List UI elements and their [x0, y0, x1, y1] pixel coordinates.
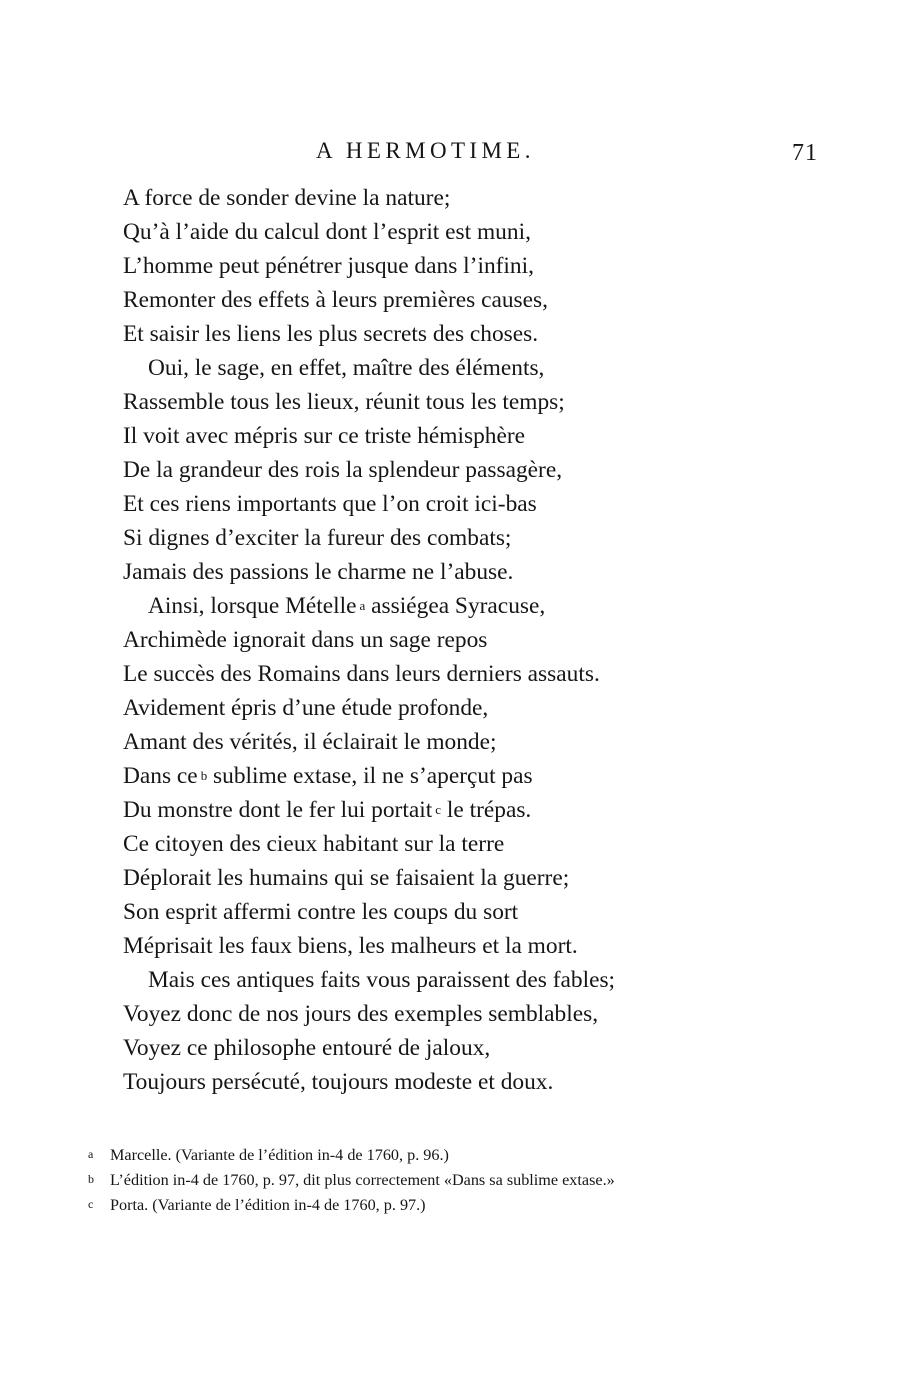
footnote-reference[interactable]: a	[359, 598, 366, 613]
footnote-reference[interactable]: b	[200, 768, 208, 783]
verse-line	[123, 317, 783, 351]
verse-line	[123, 1031, 783, 1065]
verse-line	[123, 793, 783, 827]
verse-text: Et saisir les liens les plus secrets des choses.	[123, 321, 539, 347]
verse-text: Voyez donc de nos jours des exemples semblables,	[123, 1001, 599, 1027]
verse-line	[123, 385, 783, 419]
verse-text: Amant des vérités, il éclairait le monde;	[123, 729, 497, 755]
verse-text: De la grandeur des rois la splendeur passagère,	[123, 457, 563, 483]
verse-text: Toujours persécuté, toujours modeste et doux.	[123, 1069, 554, 1095]
verse-text: Oui, le sage, en effet, maître des éléments,	[148, 355, 545, 381]
footnote-text: L’édition in-4 de 1760, p. 97, dit plus correctement «Dans sa sublime extase.»	[110, 1171, 615, 1189]
verse-line	[123, 827, 783, 861]
verse-text: Méprisait les faux biens, les malheurs et la mort.	[123, 933, 578, 959]
footnote-reference[interactable]: c	[435, 802, 441, 817]
verse-line	[123, 487, 783, 521]
footnote-text: Marcelle. (Variante de l’édition in-4 de 1760, p. 96.)	[110, 1146, 449, 1164]
verse-text: Dans ce	[123, 763, 198, 789]
verse-line	[123, 283, 783, 317]
verse-line	[123, 521, 783, 555]
verse-line	[123, 861, 783, 895]
verse-line	[123, 555, 783, 589]
running-title: A HERMOTIME.	[316, 138, 535, 163]
verse-text: A force de sonder devine la nature;	[123, 185, 451, 211]
verse-line	[123, 657, 783, 691]
verse-line	[123, 623, 783, 657]
verse-line	[123, 725, 783, 759]
verse-text: Du monstre dont le fer lui portait	[123, 797, 433, 823]
footnotes	[88, 1143, 788, 1218]
verse-line	[123, 1065, 783, 1099]
page-number: 71	[792, 140, 818, 166]
verse-text: Le succès des Romains dans leurs derniers assauts.	[123, 661, 600, 687]
verse-text: Avidement épris d’une étude profonde,	[123, 695, 489, 721]
footnote-mark: b	[88, 1172, 94, 1186]
verse-text: Jamais des passions le charme ne l’abuse.	[123, 559, 514, 585]
verse-line	[123, 249, 783, 283]
footnote-mark: a	[88, 1147, 94, 1161]
verse-line	[123, 963, 783, 997]
verse-text: Archimède ignorait dans un sage repos	[123, 627, 488, 653]
footnote-mark: c	[88, 1197, 94, 1211]
verse-text: L’homme peut pénétrer jusque dans l’infini,	[123, 253, 534, 279]
verse-line	[123, 181, 783, 215]
verse-text: Qu’à l’aide du calcul dont l’esprit est muni,	[123, 219, 531, 245]
verse-line	[123, 895, 783, 929]
verse-text: Remonter des effets à leurs premières causes,	[123, 287, 548, 313]
verse-text: Voyez ce philosophe entouré de jaloux,	[123, 1035, 491, 1061]
verse-line	[123, 691, 783, 725]
verse-line	[123, 419, 783, 453]
verse-line	[123, 215, 783, 249]
poem-text	[123, 181, 783, 1099]
verse-text-continued: sublime extase, il ne s’aperçut pas	[207, 763, 533, 789]
verse-text-continued: assiégea Syracuse,	[365, 593, 546, 619]
verse-line	[123, 759, 783, 793]
verse-line	[123, 453, 783, 487]
verse-text: Si dignes d’exciter la fureur des combats;	[123, 525, 512, 551]
verse-text-continued: le trépas.	[441, 797, 532, 823]
verse-text: Déplorait les humains qui se faisaient la guerre;	[123, 865, 570, 891]
footnote	[88, 1193, 788, 1218]
verse-text: Rassemble tous les lieux, réunit tous les temps;	[123, 389, 565, 415]
verse-text: Il voit avec mépris sur ce triste hémisphère	[123, 423, 526, 449]
verse-text: Ainsi, lorsque Mételle	[148, 593, 357, 619]
verse-text: Mais ces antiques faits vous paraissent des fables;	[148, 967, 616, 993]
footnote-text: Porta. (Variante de l’édition in-4 de 1760, p. 97.)	[110, 1196, 426, 1214]
verse-text: Son esprit affermi contre les coups du sort	[123, 899, 519, 925]
footnote	[88, 1168, 788, 1193]
verse-text: Ce citoyen des cieux habitant sur la terre	[123, 831, 505, 857]
footnote	[88, 1143, 788, 1168]
verse-line	[123, 997, 783, 1031]
verse-line	[123, 589, 783, 623]
running-head	[0, 138, 900, 172]
verse-text: Et ces riens importants que l’on croit ici-bas	[123, 491, 537, 517]
verse-line	[123, 351, 783, 385]
verse-line	[123, 929, 783, 963]
